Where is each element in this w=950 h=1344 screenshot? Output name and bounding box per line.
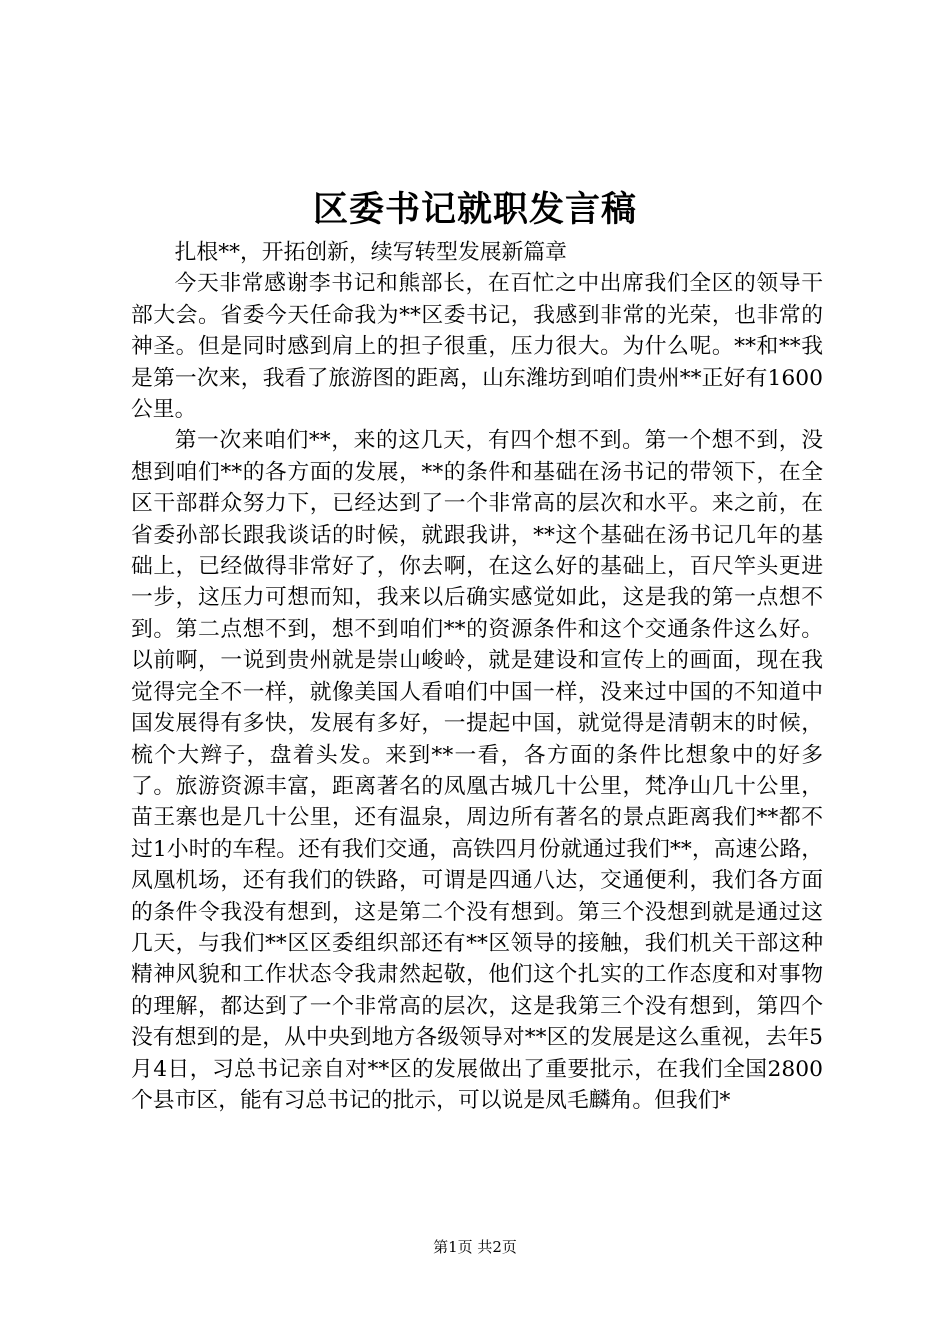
body-paragraph: 今天非常感谢李书记和熊部长，在百忙之中出席我们全区的领导干部大会。省委今天任命我为**区委书记，我感到非常的光荣，也非常的神圣。但是同时感到肩上的担子很重，压力很大。为什么呢。**和**我是第一次来，我看了旅游图的距离，山东潍坊到咱们贵州**正好有1600公里。 (131, 271, 823, 423)
page-footer: 第1页 共2页 (433, 1238, 517, 1256)
document-title: 区委书记就职发言稿 (312, 189, 637, 230)
document-body (131, 237, 823, 1116)
body-paragraph: 第一次来咱们**，来的这几天，有四个想不到。第一个想不到，没想到咱们**的各方面的发展，**的条件和基础在汤书记的带领下，在全区干部群众努力下，已经达到了一个非常高的层次和水平。来之前，在省委孙部长跟我谈话的时候，就跟我讲，**这个基础在汤书记几年的基础上，已经做得非常好了，你去啊，在这么好的基础上，百尺竿头更进一步，这压力可想而知，我来以后确实感觉如此，这是我的第一点想不到。第二点想不到，想不到咱们**的资源条件和这个交通条件这么好。以前啊，一说到贵州就是崇山峻岭，就是建设和宣传上的画面，现在我觉得完全不一样，就像美国人看咱们中国一样，没来过中国的不知道中国发展得有多快，发展有多好，一提起中国，就觉得是清朝末的时候，梳个大辫子，盘着头发。来到**一看，各方面的条件比想象中的好多了。旅游资源丰富，距离著名的凤凰古城几十公里，梵净山几十公里，苗王寨也是几十公里，还有温泉，周边所有著名的景点距离我们**都不过1小时的车程。还有我们交通，高铁四月份就通过我们**，高速公路，凤凰机场，还有我们的铁路，可谓是四通八达，交通便利，我们各方面的条件令我没有想到，这是第二个没有想到。第三个没想到就是通过这几天，与我们**区区委组织部还有**区领导的接触，我们机关干部这种精神风貌和工作状态令我肃然起敬，他们这个扎实的工作态度和对事物的理解，都达到了一个非常高的层次，这是我第三个没有想到，第四个没有想到的是，从中央到地方各级领导对**区的发展是这么重视，去年5月4日，习总书记亲自对**区的发展做出了重要批示，在我们全国2800个县市区，能有习总书记的批示，可以说是凤毛麟角。但我们* (131, 428, 823, 1113)
subtitle-paragraph: 扎根**，开拓创新，续写转型发展新篇章 (174, 240, 567, 265)
